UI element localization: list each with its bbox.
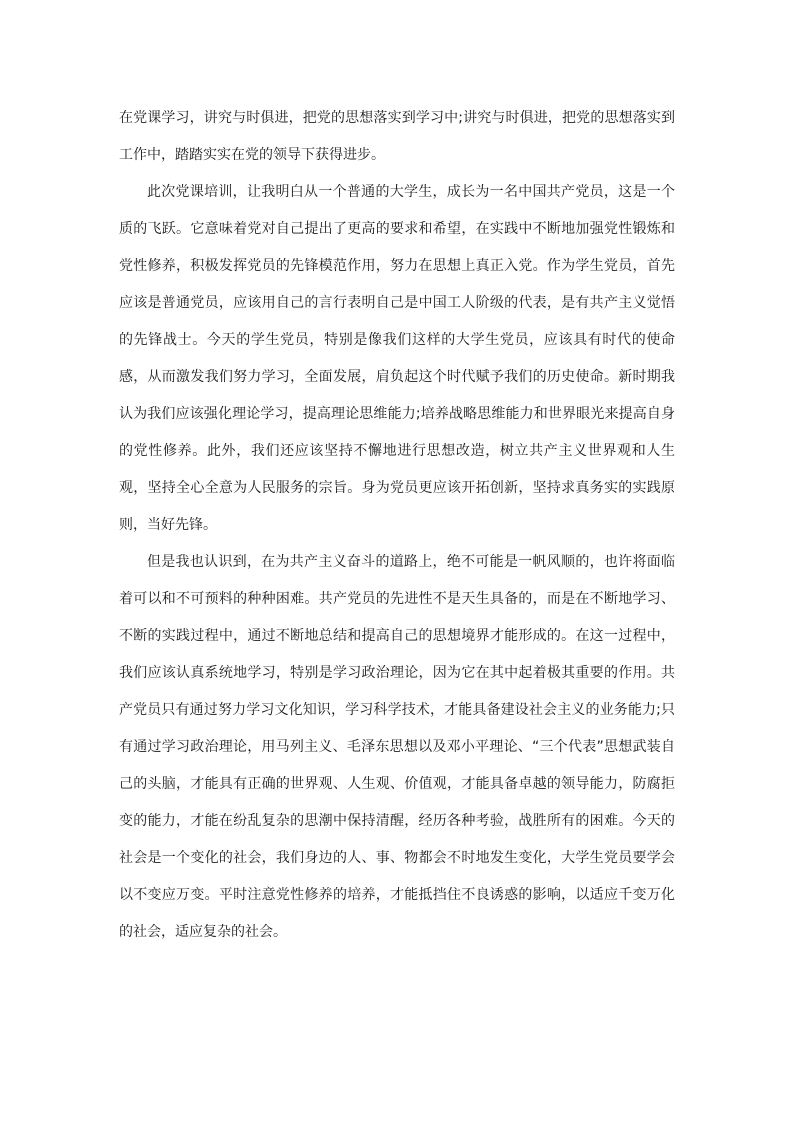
paragraph-2: 此次党课培训，让我明白从一个普通的大学生，成长为一名中国共产党员，这是一个质的飞跃。它意味着党对自己提出了更高的要求和希望，在实践中不断地加强党性锻炼和党性修养，积极发挥党员的先锋模范作用，努力在思想上真正入党。作为学生党员，首先应该是普通党员，应该用自己的言行表明自己是中国工人阶级的代表，是有共产主义觉悟的先锋战士。今天的学生党员，特别是像我们这样的大学生党员，应该具有时代的使命感，从而激发我们努力学习，全面发展，肩负起这个时代赋予我们的历史使命。新时期我认为我们应该强化理论学习，提高理论思维能力;培养战略思维能力和世界眼光来提高自身的党性修养。此外，我们还应该坚持不懈地进行思想改造，树立共产主义世界观和人生观，坚持全心全意为人民服务的宗旨。身为党员更应该开拓创新，坚持求真务实的实践原则，当好先锋。: [119, 184, 675, 533]
document-body: [119, 100, 675, 951]
paragraph-1: 在党课学习，讲究与时俱进，把党的思想落实到学习中;讲究与时俱进，把党的思想落实到工作中，踏踏实实在党的领导下获得进步。: [119, 110, 675, 163]
paragraph-3: 但是我也认识到，在为共产主义奋斗的道路上，绝不可能是一帆风顺的，也许将面临着可以和不可预料的种种困难。共产党员的先进性不是天生具备的，而是在不断地学习、不断的实践过程中，通过不断地总结和提高自己的思想境界才能形成的。在这一过程中，我们应该认真系统地学习，特别是学习政治理论，因为它在其中起着极其重要的作用。共产党员只有通过努力学习文化知识，学习科学技术，才能具备建设社会主义的业务能力;只有通过学习政治理论，用马列主义、毛泽东思想以及邓小平理论、“三个代表”思想武装自己的头脑，才能具有正确的世界观、人生观、价值观，才能具备卓越的领导能力，防腐拒变的能力，才能在纷乱复杂的思潮中保持清醒，经历各种考验，战胜所有的困难。今天的社会是一个变化的社会，我们身边的人、事、物都会不时地发生变化，大学生党员要学会以不变应万变。平时注意党性修养的培养，才能抵挡住不良诱惑的影响，以适应千变万化的社会，适应复杂的社会。: [119, 554, 675, 940]
